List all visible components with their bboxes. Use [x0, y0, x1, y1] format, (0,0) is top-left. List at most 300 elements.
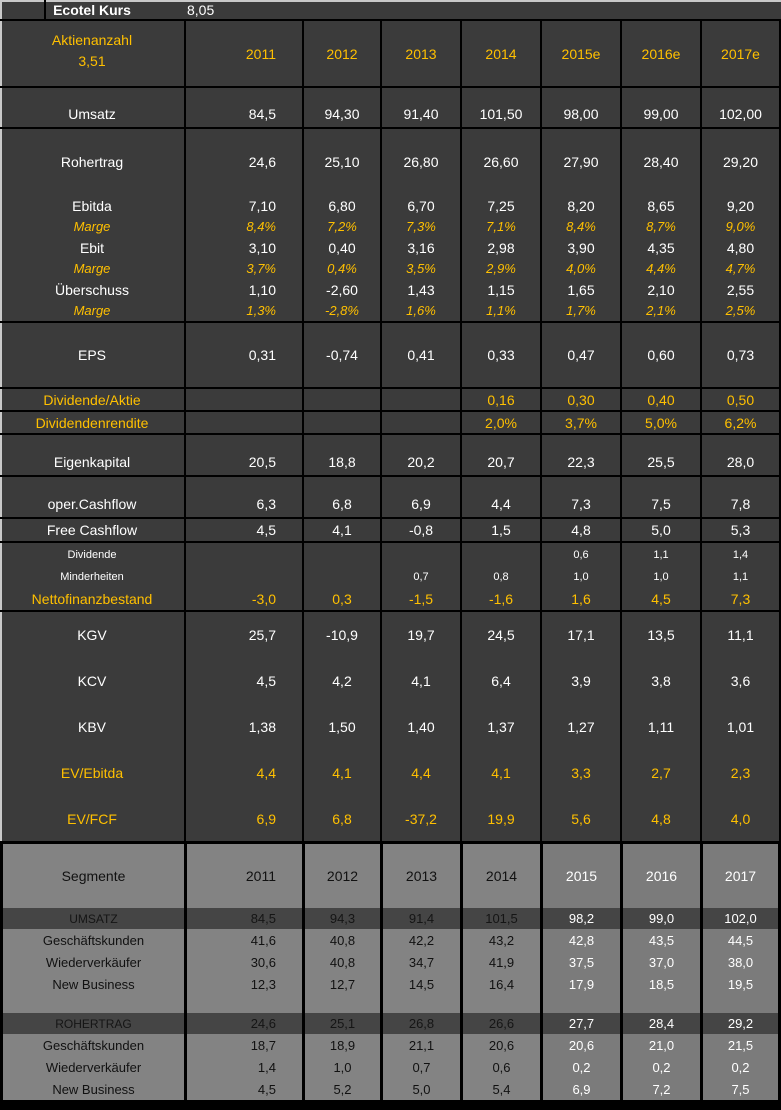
value-cell: 0,40: [302, 237, 380, 258]
value-cell: 3,16: [380, 237, 460, 258]
value-cell: [302, 412, 380, 433]
value-cell: 1,7%: [540, 300, 620, 321]
metric-row-eigenkapital: [0, 435, 781, 477]
value-cell: 0,4%: [302, 258, 380, 279]
value-cell: 38,0: [700, 951, 781, 973]
metric-row-berschuss: [0, 279, 781, 300]
seg-year-2017: 2017: [700, 844, 781, 908]
metric-row-eps: [0, 323, 781, 389]
value-cell: 3,8: [620, 658, 700, 704]
bottom-bar: [0, 1100, 781, 1110]
value-cell: 22,3: [540, 435, 620, 475]
value-cell: 94,3: [302, 908, 380, 929]
value-cell: 18,8: [302, 435, 380, 475]
value-cell: [302, 566, 380, 588]
metric-label: Dividende/Aktie: [43, 391, 141, 408]
metric-row-kcv: [0, 658, 781, 704]
metric-row-dividendenrendite: [0, 412, 781, 435]
value-cell: 7,25: [460, 195, 540, 216]
value-cell: 7,1%: [460, 216, 540, 237]
value-cell: 1,1%: [460, 300, 540, 321]
value-cell: 21,0: [620, 1034, 700, 1056]
value-cell: 24,6: [184, 129, 302, 195]
value-cell: 1,01: [700, 704, 781, 750]
metric-row-kgv: [0, 612, 781, 658]
value-cell: 4,5: [184, 519, 302, 541]
value-cell: 1,6%: [380, 300, 460, 321]
value-cell: 42,2: [380, 929, 460, 951]
value-cell: 2,7: [620, 750, 700, 796]
value-cell: 101,50: [460, 88, 540, 127]
segment-row-gesch-ftskunden: [0, 1034, 781, 1056]
value-cell: 91,40: [380, 88, 460, 127]
year-2012: 2012: [302, 21, 380, 86]
value-cell: 0,2: [700, 1056, 781, 1078]
value-cell: 2,0%: [460, 412, 540, 433]
value-cell: 34,7: [380, 951, 460, 973]
value-cell: -0,74: [302, 323, 380, 387]
metric-label: Marge: [73, 219, 111, 234]
metric-row-ebitda: [0, 195, 781, 216]
value-cell: 1,10: [184, 279, 302, 300]
value-cell: 1,43: [380, 279, 460, 300]
value-cell: 1,1: [620, 543, 700, 566]
value-cell: 4,1: [302, 519, 380, 541]
value-cell: 84,5: [184, 88, 302, 127]
metric-row-marge: [0, 216, 781, 237]
value-cell: 2,9%: [460, 258, 540, 279]
value-cell: 26,8: [380, 1013, 460, 1034]
segment-label: Wiederverkäufer: [0, 1056, 184, 1078]
value-cell: 42,8: [540, 929, 620, 951]
value-cell: 6,9: [184, 796, 302, 841]
value-cell: 1,40: [380, 704, 460, 750]
value-cell: 6,8: [302, 796, 380, 841]
segment-row-new-business: [0, 1078, 781, 1100]
value-cell: 0,6: [540, 543, 620, 566]
value-cell: [184, 995, 302, 1013]
metric-label: KGV: [77, 627, 107, 643]
segment-row-new-business: [0, 973, 781, 995]
year-2011: 2011: [184, 21, 302, 86]
value-cell: 2,1%: [620, 300, 700, 321]
value-cell: 1,0: [540, 566, 620, 588]
value-cell: 4,5: [184, 658, 302, 704]
year-header-row: [0, 21, 781, 88]
value-cell: 5,0: [620, 519, 700, 541]
value-cell: 29,2: [700, 1013, 781, 1034]
value-cell: 4,4: [184, 750, 302, 796]
value-cell: 0,33: [460, 323, 540, 387]
shares-value: 3,51: [78, 53, 106, 69]
kurs-label: Ecotel Kurs: [53, 1, 131, 18]
value-cell: 8,7%: [620, 216, 700, 237]
metric-row-minderheiten: [0, 566, 781, 588]
metric-label: Marge: [73, 303, 111, 318]
year-2015e: 2015e: [540, 21, 620, 86]
value-cell: 26,60: [460, 129, 540, 195]
value-cell: 8,20: [540, 195, 620, 216]
value-cell: 43,5: [620, 929, 700, 951]
value-cell: 7,2: [620, 1078, 700, 1100]
value-cell: 1,50: [302, 704, 380, 750]
value-cell: 0,31: [184, 323, 302, 387]
value-cell: 3,10: [184, 237, 302, 258]
segment-row-rohertrag: [0, 1013, 781, 1034]
value-cell: -3,0: [184, 588, 302, 610]
metric-label: Überschuss: [55, 281, 129, 298]
value-cell: 1,4: [184, 1056, 302, 1078]
value-cell: 0,7: [380, 566, 460, 588]
value-cell: -37,2: [380, 796, 460, 841]
seg-year-2016: 2016: [620, 844, 700, 908]
segment-label: UMSATZ: [0, 908, 184, 929]
value-cell: 0,2: [540, 1056, 620, 1078]
value-cell: 5,4: [460, 1078, 540, 1100]
value-cell: 24,5: [460, 612, 540, 658]
value-cell: 44,5: [700, 929, 781, 951]
value-cell: 18,5: [620, 973, 700, 995]
value-cell: 28,40: [620, 129, 700, 195]
value-cell: 0,41: [380, 323, 460, 387]
value-cell: 11,1: [700, 612, 781, 658]
value-cell: [184, 389, 302, 410]
value-cell: 4,80: [700, 237, 781, 258]
main-metrics-table: [0, 88, 781, 844]
metric-label: Eigenkapital: [53, 454, 131, 470]
value-cell: 4,0: [700, 796, 781, 841]
metric-row-dividende-aktie: [0, 389, 781, 412]
value-cell: 1,6: [540, 588, 620, 610]
value-cell: 40,8: [302, 929, 380, 951]
value-cell: 0,60: [620, 323, 700, 387]
value-cell: 7,2%: [302, 216, 380, 237]
value-cell: 1,38: [184, 704, 302, 750]
value-cell: 9,0%: [700, 216, 781, 237]
metric-label: Free Cashflow: [46, 522, 138, 538]
metric-label: Umsatz: [68, 106, 116, 122]
shares-label: Aktienanzahl: [51, 32, 133, 48]
value-cell: 7,5: [700, 1078, 781, 1100]
value-cell: 3,6: [700, 658, 781, 704]
value-cell: 5,2: [302, 1078, 380, 1100]
value-cell: 0,30: [540, 389, 620, 410]
value-cell: 21,5: [700, 1034, 781, 1056]
value-cell: 4,7%: [700, 258, 781, 279]
value-cell: 1,0: [620, 566, 700, 588]
value-cell: 91,4: [380, 908, 460, 929]
metric-row-umsatz: [0, 88, 781, 129]
value-cell: 8,4%: [540, 216, 620, 237]
value-cell: 19,7: [380, 612, 460, 658]
metric-label: KBV: [77, 719, 106, 735]
value-cell: 20,5: [184, 435, 302, 475]
segment-label: Wiederverkäufer: [0, 951, 184, 973]
metric-row-marge: [0, 258, 781, 279]
value-cell: 0,7: [380, 1056, 460, 1078]
value-cell: [380, 389, 460, 410]
year-2014: 2014: [460, 21, 540, 86]
metric-label: KCV: [77, 673, 107, 689]
value-cell: 4,5: [620, 588, 700, 610]
value-cell: 5,0: [380, 1078, 460, 1100]
metric-label: EPS: [77, 347, 106, 363]
year-2017e: 2017e: [700, 21, 781, 86]
value-cell: 1,3%: [184, 300, 302, 321]
segment-label: Geschäftskunden: [0, 1034, 184, 1056]
value-cell: [620, 995, 700, 1013]
value-cell: 3,5%: [380, 258, 460, 279]
value-cell: [302, 389, 380, 410]
value-cell: 18,9: [302, 1034, 380, 1056]
metric-label: EV/Ebitda: [60, 765, 124, 781]
value-cell: [540, 995, 620, 1013]
value-cell: 20,6: [540, 1034, 620, 1056]
value-cell: 26,6: [460, 1013, 540, 1034]
value-cell: 98,00: [540, 88, 620, 127]
metric-row-ev-ebitda: [0, 750, 781, 796]
value-cell: 18,7: [184, 1034, 302, 1056]
value-cell: 0,6: [460, 1056, 540, 1078]
kurs-value: 8,05: [187, 1, 215, 18]
value-cell: 28,4: [620, 1013, 700, 1034]
value-cell: 2,5%: [700, 300, 781, 321]
value-cell: -2,8%: [302, 300, 380, 321]
value-cell: 19,9: [460, 796, 540, 841]
value-cell: 2,98: [460, 237, 540, 258]
value-cell: 16,4: [460, 973, 540, 995]
segment-label: Geschäftskunden: [0, 929, 184, 951]
value-cell: 3,3: [540, 750, 620, 796]
value-cell: 102,00: [700, 88, 781, 127]
value-cell: 5,0%: [620, 412, 700, 433]
value-cell: 7,5: [620, 477, 700, 517]
segment-row-umsatz: [0, 908, 781, 929]
value-cell: 4,35: [620, 237, 700, 258]
value-cell: [380, 543, 460, 566]
value-cell: 7,3: [540, 477, 620, 517]
value-cell: 7,10: [184, 195, 302, 216]
value-cell: 25,10: [302, 129, 380, 195]
value-cell: 0,8: [460, 566, 540, 588]
value-cell: 17,9: [540, 973, 620, 995]
value-cell: 4,4%: [620, 258, 700, 279]
value-cell: -1,5: [380, 588, 460, 610]
value-cell: 4,4: [380, 750, 460, 796]
value-cell: 29,20: [700, 129, 781, 195]
metric-row-marge: [0, 300, 781, 323]
value-cell: 1,15: [460, 279, 540, 300]
metric-row-free-cashflow: [0, 519, 781, 543]
value-cell: 12,7: [302, 973, 380, 995]
value-cell: 37,0: [620, 951, 700, 973]
value-cell: 99,00: [620, 88, 700, 127]
value-cell: 4,0%: [540, 258, 620, 279]
segment-row-spacer: [0, 995, 781, 1013]
value-cell: 4,2: [302, 658, 380, 704]
value-cell: 28,0: [700, 435, 781, 475]
value-cell: 41,6: [184, 929, 302, 951]
value-cell: 19,5: [700, 973, 781, 995]
value-cell: 94,30: [302, 88, 380, 127]
value-cell: 37,5: [540, 951, 620, 973]
value-cell: 6,80: [302, 195, 380, 216]
value-cell: 0,47: [540, 323, 620, 387]
value-cell: -2,60: [302, 279, 380, 300]
metric-label: Ebitda: [72, 197, 112, 214]
value-cell: 7,8: [700, 477, 781, 517]
value-cell: 1,1: [700, 566, 781, 588]
value-cell: 25,7: [184, 612, 302, 658]
value-cell: 98,2: [540, 908, 620, 929]
value-cell: 13,5: [620, 612, 700, 658]
value-cell: 40,8: [302, 951, 380, 973]
metric-label: EV/FCF: [67, 810, 117, 827]
value-cell: 4,1: [302, 750, 380, 796]
metric-label: Dividende: [67, 548, 117, 561]
value-cell: 25,5: [620, 435, 700, 475]
value-cell: 27,90: [540, 129, 620, 195]
value-cell: 17,1: [540, 612, 620, 658]
value-cell: 4,8: [620, 796, 700, 841]
segment-label: New Business: [0, 973, 184, 995]
metric-row-rohertrag: [0, 129, 781, 195]
value-cell: 26,80: [380, 129, 460, 195]
value-cell: 6,2%: [700, 412, 781, 433]
value-cell: 4,5: [184, 1078, 302, 1100]
metric-label: Nettofinanzbestand: [31, 591, 153, 607]
metric-label: oper.Cashflow: [47, 496, 137, 512]
value-cell: 24,6: [184, 1013, 302, 1034]
value-cell: 1,37: [460, 704, 540, 750]
value-cell: 4,8: [540, 519, 620, 541]
value-cell: 20,7: [460, 435, 540, 475]
metric-row-dividende: [0, 543, 781, 566]
value-cell: 25,1: [302, 1013, 380, 1034]
value-cell: -1,6: [460, 588, 540, 610]
value-cell: [184, 566, 302, 588]
segment-label: ROHERTRAG: [0, 1013, 184, 1034]
metric-label: Ebit: [79, 239, 105, 256]
value-cell: 4,1: [460, 750, 540, 796]
value-cell: [460, 995, 540, 1013]
value-cell: 21,1: [380, 1034, 460, 1056]
value-cell: 1,5: [460, 519, 540, 541]
value-cell: [302, 995, 380, 1013]
segment-row-wiederverk-ufer: [0, 951, 781, 973]
value-cell: -0,8: [380, 519, 460, 541]
value-cell: 41,9: [460, 951, 540, 973]
value-cell: 6,70: [380, 195, 460, 216]
value-cell: [700, 995, 781, 1013]
value-cell: 6,4: [460, 658, 540, 704]
kurs-row: [0, 0, 781, 21]
value-cell: 2,10: [620, 279, 700, 300]
value-cell: [184, 543, 302, 566]
value-cell: 8,65: [620, 195, 700, 216]
year-2013: 2013: [380, 21, 460, 86]
segments-title: Segmente: [0, 844, 184, 908]
value-cell: 0,2: [620, 1056, 700, 1078]
value-cell: 101,5: [460, 908, 540, 929]
value-cell: 5,3: [700, 519, 781, 541]
value-cell: 30,6: [184, 951, 302, 973]
segments-header-row: [0, 844, 781, 908]
value-cell: 9,20: [700, 195, 781, 216]
value-cell: [460, 543, 540, 566]
value-cell: 2,3: [700, 750, 781, 796]
value-cell: 3,90: [540, 237, 620, 258]
metric-row-oper-cashflow: [0, 477, 781, 519]
value-cell: 2,55: [700, 279, 781, 300]
value-cell: 3,7%: [540, 412, 620, 433]
metric-label: Rohertrag: [60, 154, 124, 170]
segment-label: [0, 995, 184, 1013]
year-2016e: 2016e: [620, 21, 700, 86]
value-cell: 6,3: [184, 477, 302, 517]
value-cell: 14,5: [380, 973, 460, 995]
value-cell: 43,2: [460, 929, 540, 951]
value-cell: [184, 412, 302, 433]
metric-label: Minderheiten: [60, 571, 124, 583]
value-cell: 1,27: [540, 704, 620, 750]
value-cell: 1,11: [620, 704, 700, 750]
value-cell: 12,3: [184, 973, 302, 995]
segment-row-wiederverk-ufer: [0, 1056, 781, 1078]
segments-table: [0, 908, 781, 1100]
value-cell: 102,0: [700, 908, 781, 929]
shares-cell: [0, 21, 184, 86]
segment-row-gesch-ftskunden: [0, 929, 781, 951]
seg-year-2012: 2012: [302, 844, 380, 908]
seg-year-2011: 2011: [184, 844, 302, 908]
value-cell: 20,6: [460, 1034, 540, 1056]
metric-row-ebit: [0, 237, 781, 258]
metric-row-ev-fcf: [0, 796, 781, 844]
value-cell: [302, 543, 380, 566]
value-cell: 0,40: [620, 389, 700, 410]
value-cell: 4,4: [460, 477, 540, 517]
value-cell: 4,1: [380, 658, 460, 704]
value-cell: 0,16: [460, 389, 540, 410]
metric-label: Dividendenrendite: [35, 414, 149, 431]
value-cell: -10,9: [302, 612, 380, 658]
seg-year-2013: 2013: [380, 844, 460, 908]
value-cell: 99,0: [620, 908, 700, 929]
metric-row-kbv: [0, 704, 781, 750]
value-cell: 0,73: [700, 323, 781, 387]
value-cell: 84,5: [184, 908, 302, 929]
value-cell: 3,7%: [184, 258, 302, 279]
value-cell: 7,3: [700, 588, 781, 610]
value-cell: 0,3: [302, 588, 380, 610]
segment-label: New Business: [0, 1078, 184, 1100]
seg-year-2015: 2015: [540, 844, 620, 908]
value-cell: 6,8: [302, 477, 380, 517]
value-cell: 3,9: [540, 658, 620, 704]
cell-divider: [44, 0, 46, 19]
value-cell: 8,4%: [184, 216, 302, 237]
value-cell: [380, 412, 460, 433]
seg-year-2014: 2014: [460, 844, 540, 908]
value-cell: 1,65: [540, 279, 620, 300]
metric-row-nettofinanzbestand: [0, 588, 781, 612]
value-cell: 6,9: [540, 1078, 620, 1100]
value-cell: 5,6: [540, 796, 620, 841]
value-cell: 20,2: [380, 435, 460, 475]
value-cell: 1,0: [302, 1056, 380, 1078]
value-cell: 27,7: [540, 1013, 620, 1034]
